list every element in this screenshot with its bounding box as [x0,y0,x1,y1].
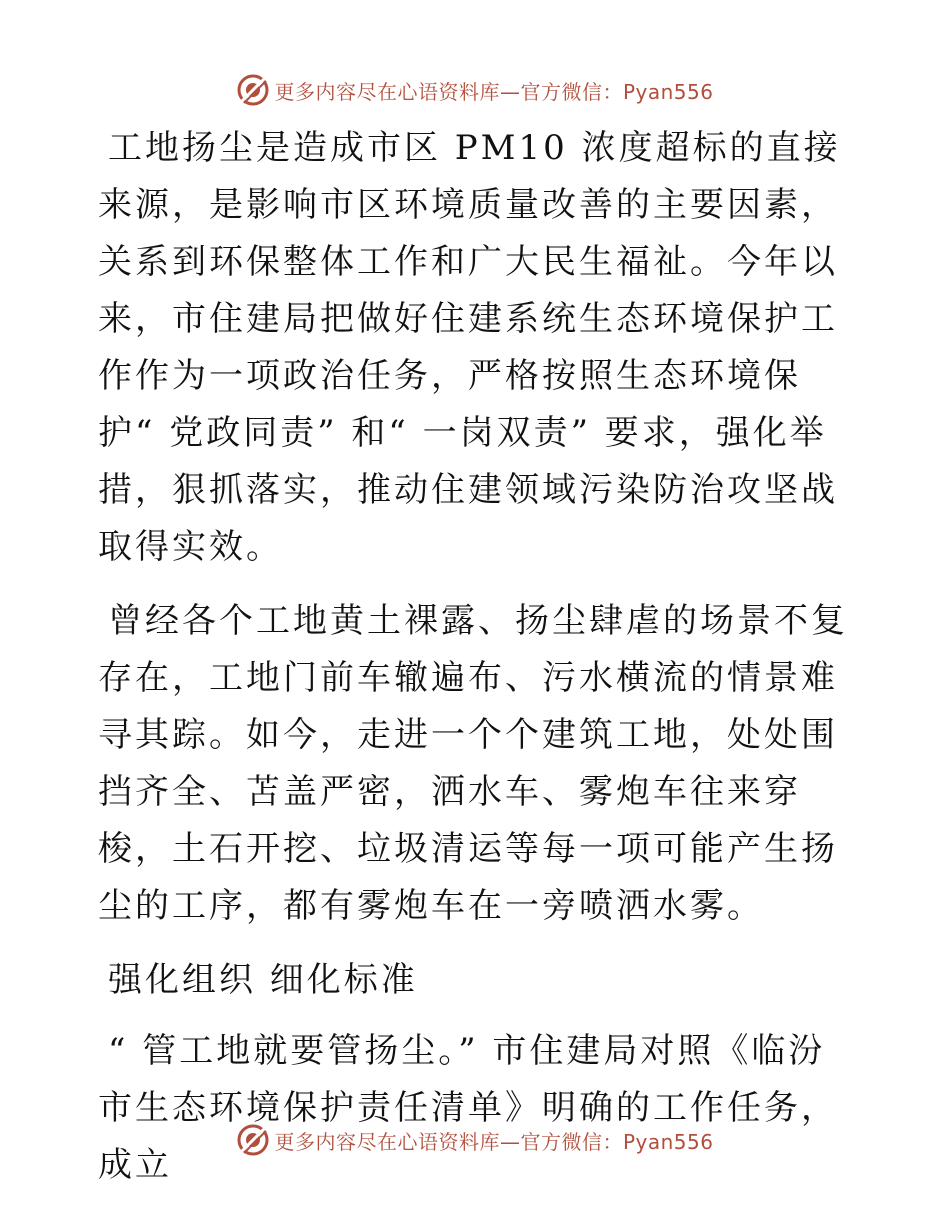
header-banner [0,70,950,110]
section-heading: 强化组织 细化标准 [108,960,418,1000]
paragraph-1: 工地扬尘是造成市区 PM10 浓度超标的直接来源，是影响市区环境质量改善的主要因素，关系到环保整体工作和广大民生福祉。今年以来，市住建局把做好住建系统生态环境保护工作作为一项政治任务，严格按照生态环境保护“ 党政同责” 和“ 一岗双责” 要求，强化举措，狠抓落实，推动住建领域污染防治攻坚战取得实效。 [98,128,841,567]
banner-title: 更多内容尽在心语资料库 [274,1129,500,1154]
logo-icon [236,73,270,107]
banner-wechat: —官方微信：Pyan556 [499,1129,714,1154]
paragraph-3: “ 管工地就要管扬尘。” 市住建局对照《临汾市生态环境保护责任清单》明确的工作任务，成立 [98,1031,838,1185]
paragraph-2: 曾经各个工地黄土裸露、扬尘肆虐的场景不复存在，工地门前车辙遍布、污水横流的情景难寻其踪。如今，走进一个个建筑工地，处处围挡齐全、苫盖严密，洒水车、雾炮车往来穿梭，土石开挖、垃圾清运等每一项可能产生扬尘的工序，都有雾炮车在一旁喷洒水雾。 [98,601,848,926]
footer-banner [0,1120,950,1160]
document-body [98,120,850,1211]
banner-wechat: —官方微信：Pyan556 [499,79,714,104]
banner-title: 更多内容尽在心语资料库 [274,79,500,104]
logo-icon [236,1123,270,1157]
